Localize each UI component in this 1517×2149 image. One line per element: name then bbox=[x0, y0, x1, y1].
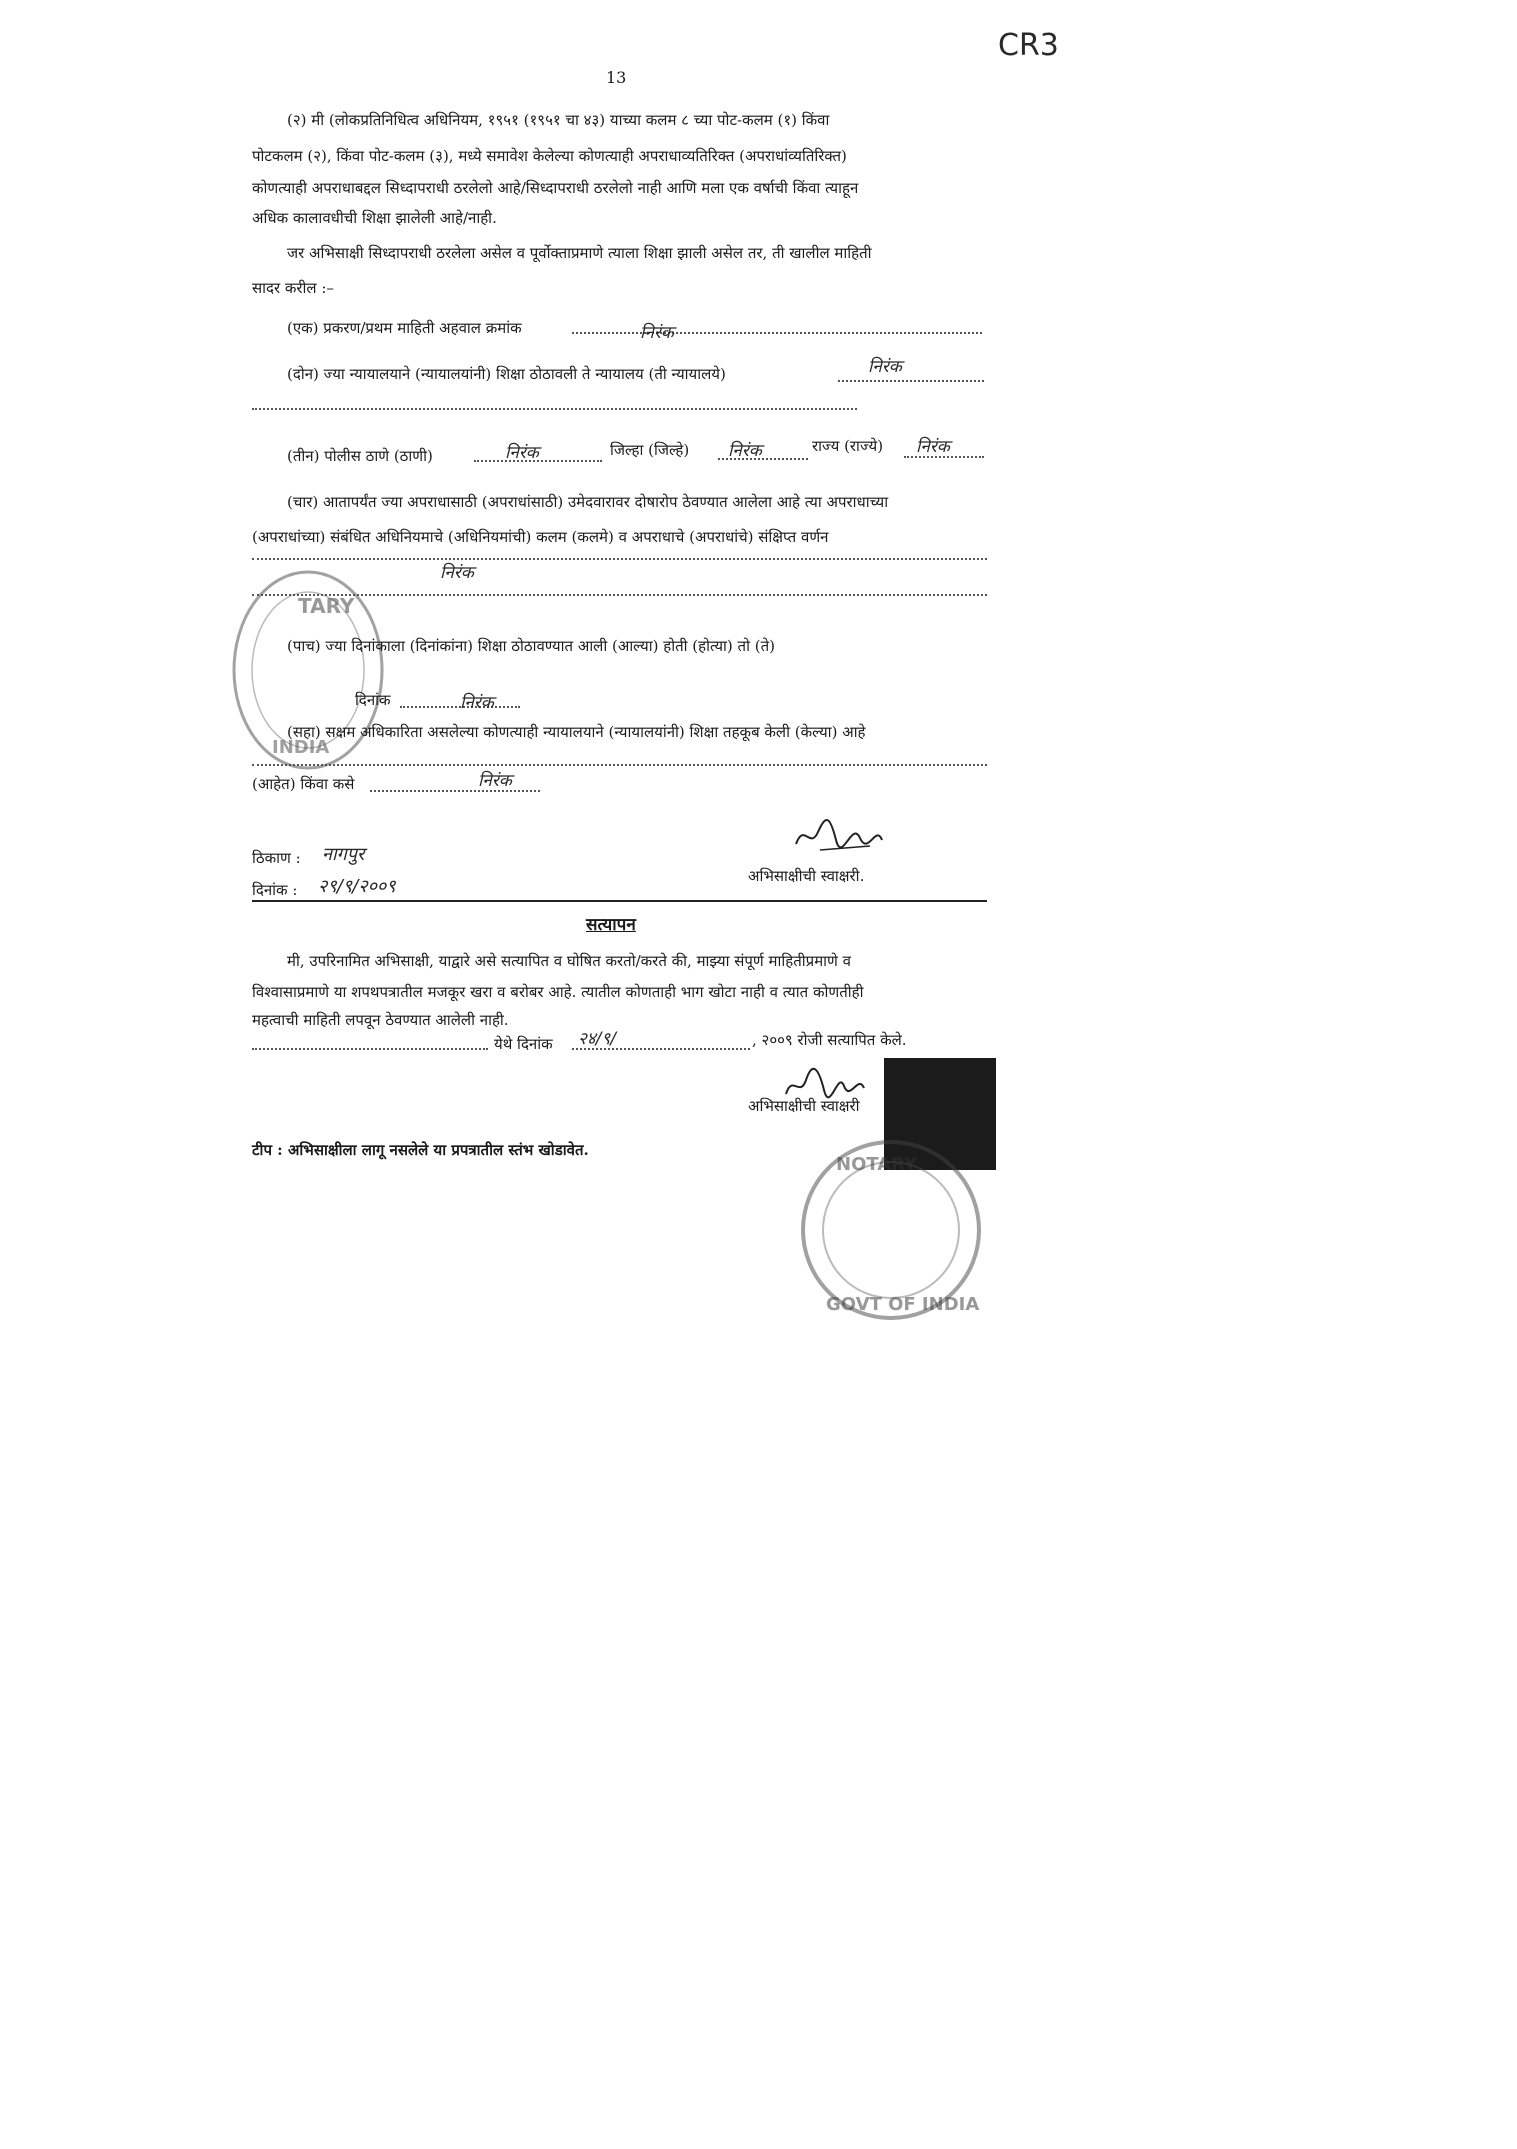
item-panch-nil: निरंक bbox=[460, 693, 494, 713]
date-value: २९/९/२००९ bbox=[318, 876, 396, 897]
item-ek-dots bbox=[572, 332, 982, 334]
verification-place-dots bbox=[252, 1048, 488, 1050]
item-ek-nil: निरंक bbox=[640, 323, 674, 343]
item-don-dots bbox=[838, 380, 984, 382]
item-teen-district: जिल्हा (जिल्हे) bbox=[610, 441, 690, 459]
signature-caption-1: अभिसाक्षीची स्वाक्षरी. bbox=[748, 867, 865, 885]
date-label: दिनांक : bbox=[252, 881, 298, 899]
verification-date-value: २४/९/ bbox=[578, 1029, 616, 1049]
svg-text:TARY: TARY bbox=[298, 594, 355, 618]
intro-line1: जर अभिसाक्षी सिध्दापराधी ठरलेला असेल व पूर्वोक्ताप्रमाणे त्याला शिक्षा झाली असेल तर, ती खालील माहिती bbox=[287, 244, 872, 262]
para2-line4: अधिक कालावधीची शिक्षा झालेली आहे/नाही. bbox=[252, 209, 497, 227]
item-saha-line1: (सहा) सक्षम अधिकारिता असलेल्या कोणत्याही न्यायालयाने (न्यायालयांनी) शिक्षा तहकूब केली (केल्या) आहे bbox=[287, 723, 866, 741]
item-char-line1: (चार) आतापर्यंत ज्या अपराधासाठी (अपराधांसाठी) उमेदवारावर दोषारोप ठेवण्यात आलेला आहे त्या अपराधाच्या bbox=[287, 493, 889, 511]
para2-line3: कोणत्याही अपराधाबद्दल सिध्दापराधी ठरलेलो आहे/सिध्दापराधी ठरलेलो नाही आणि मला एक वर्षाची किंवा त्याहून bbox=[252, 179, 859, 197]
item-saha-dots-1 bbox=[252, 764, 987, 766]
item-teen-state-nil: निरंक bbox=[916, 437, 950, 457]
item-panch-line: (पाच) ज्या दिनांकाला (दिनांकांना) शिक्षा ठोठावण्यात आली (आल्या) होती (होत्या) तो (ते) bbox=[287, 637, 775, 655]
svg-text:INDIA: INDIA bbox=[272, 737, 330, 758]
verification-heading: सत्यापन bbox=[586, 915, 636, 935]
item-char-dots-1 bbox=[252, 558, 987, 560]
verification-line3: महत्वाची माहिती लपवून ठेवण्यात आलेली नाही. bbox=[252, 1011, 509, 1029]
item-teen-police: (तीन) पोलीस ठाणे (ठाणी) bbox=[287, 447, 433, 465]
item-don-label: (दोन) ज्या न्यायालयाने (न्यायालयांनी) शिक्षा ठोठावली ते न्यायालय (ती न्यायालये) bbox=[287, 365, 726, 383]
item-ek-label: (एक) प्रकरण/प्रथम माहिती अहवाल क्रमांक bbox=[287, 319, 522, 337]
item-saha-nil: निरंक bbox=[478, 771, 512, 791]
footer-note: टीप : अभिसाक्षीला लागू नसलेले या प्रपत्रातील स्तंभ खोडावेत. bbox=[252, 1141, 589, 1159]
item-saha-dots-2 bbox=[370, 790, 540, 792]
para2-line2: पोटकलम (२), किंवा पोट-कलम (३), मध्ये समावेश केलेल्या कोणत्याही अपराधाव्यतिरिक्त (अपराधांव्यतिरिक्त) bbox=[252, 147, 847, 165]
item-saha-line2: (आहेत) किंवा कसे bbox=[252, 775, 355, 793]
left-notary-seal bbox=[228, 565, 388, 775]
intro-line2: सादर करील :– bbox=[252, 279, 334, 297]
section-divider bbox=[252, 900, 987, 902]
verification-line4-mid: येथे दिनांक bbox=[494, 1035, 553, 1053]
svg-text:GOVT OF INDIA: GOVT OF INDIA bbox=[826, 1294, 980, 1315]
place-value: नागपुर bbox=[322, 844, 365, 865]
item-teen-district-nil: निरंक bbox=[728, 441, 762, 461]
item-teen-police-nil: निरंक bbox=[505, 443, 539, 463]
item-char-line2: (अपराधांच्या) संबंधित अधिनियमाचे (अधिनियमांची) कलम (कलमे) व अपराधाचे (अपराधांचे) संक्षिप्त वर्णन bbox=[252, 528, 829, 546]
verification-line1: मी, उपरिनामित अभिसाक्षी, याद्वारे असे सत्यापित व घोषित करतो/करते की, माझ्या संपूर्ण माहितीप्रमाणे व bbox=[287, 952, 852, 970]
place-label: ठिकाण : bbox=[252, 849, 301, 867]
verification-line4-end: , २००९ रोजी सत्यापित केले. bbox=[752, 1031, 907, 1049]
svg-text:NOTARY: NOTARY bbox=[836, 1154, 918, 1175]
verification-line2: विश्वासाप्रमाणे या शपथपत्रातील मजकूर खरा व बरोबर आहे. त्यातील कोणताही भाग खोटा नाही व त्यात कोणतीही bbox=[252, 983, 864, 1001]
signature-caption-2: अभिसाक्षीची स्वाक्षरी bbox=[748, 1097, 860, 1115]
item-char-nil: निरंक bbox=[440, 563, 474, 583]
right-notary-seal bbox=[796, 1130, 986, 1330]
item-don-nil: निरंक bbox=[868, 357, 902, 377]
corner-note: CR3 bbox=[998, 28, 1059, 63]
item-panch-date-label: दिनांक bbox=[355, 691, 391, 709]
item-don-dots-2 bbox=[252, 408, 857, 410]
para2-line1: (२) मी (लोकप्रतिनिधित्व अधिनियम, १९५१ (१९५१ चा ४३) याच्या कलम ८ च्या पोट-कलम (१) किंवा bbox=[287, 111, 830, 129]
page-number: 13 bbox=[606, 68, 627, 87]
item-teen-state: राज्य (राज्ये) bbox=[812, 437, 884, 455]
